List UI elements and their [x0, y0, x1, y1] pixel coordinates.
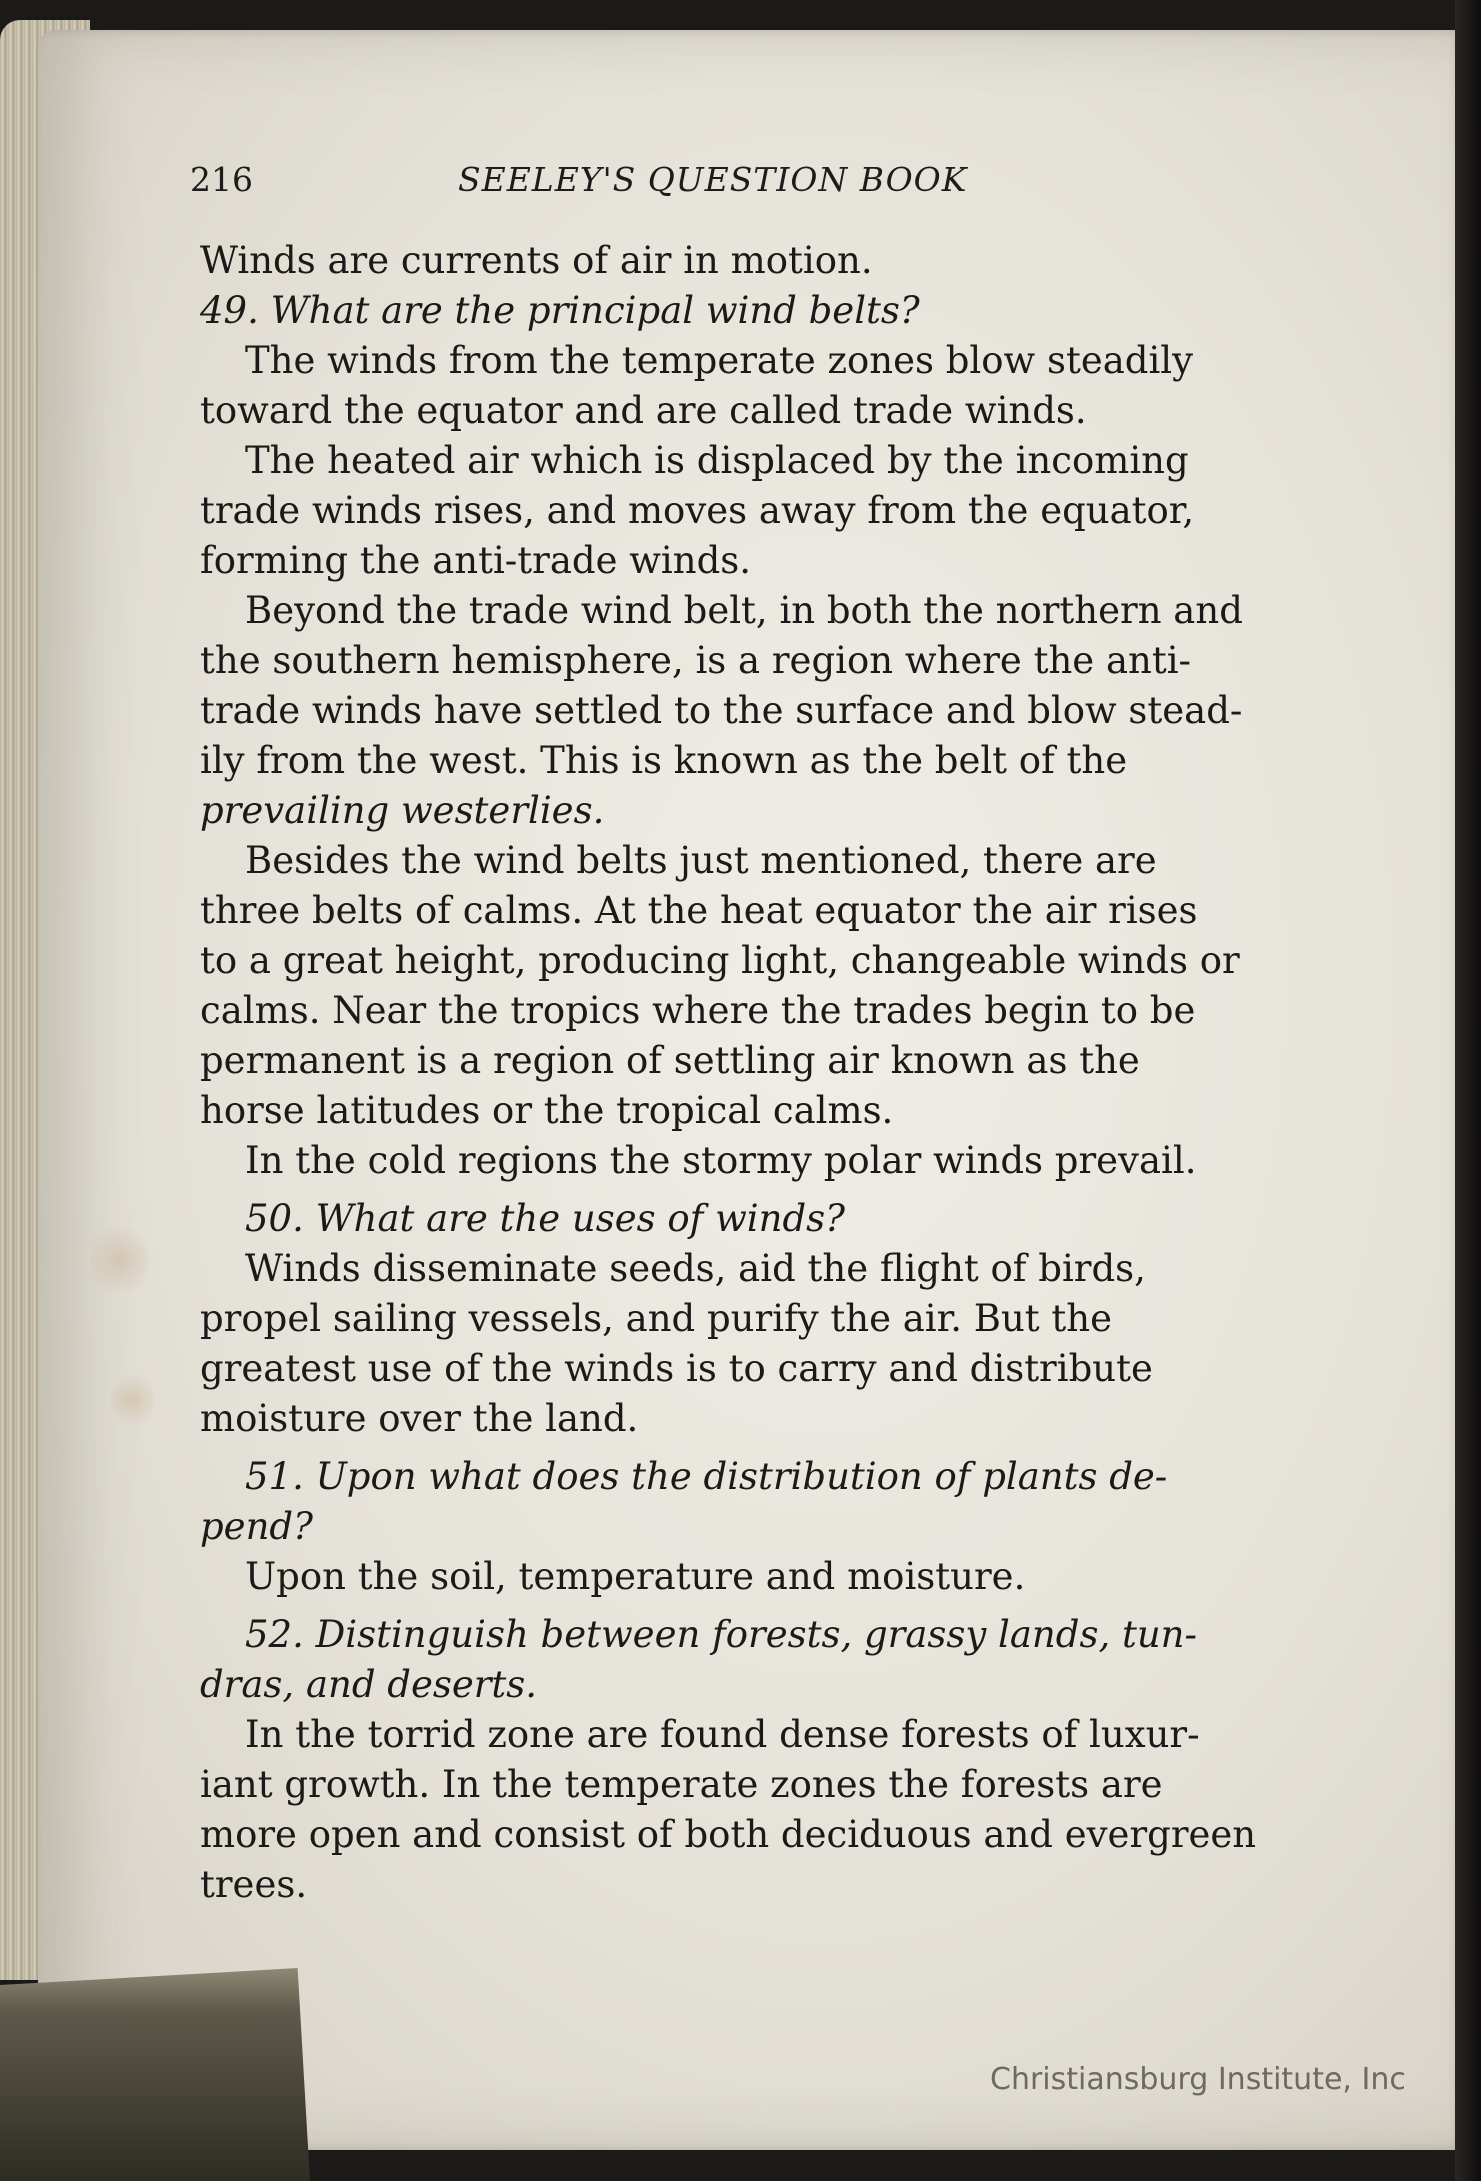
page-body [200, 236, 1330, 1910]
text-line: iant growth. In the temperate zones the forests are [200, 1763, 1163, 1806]
text-line: trees. [200, 1863, 308, 1906]
watermark: Christiansburg Institute, Inc [990, 2062, 1406, 2097]
text-line: propel sailing vessels, and purify the air. But the [200, 1297, 1113, 1340]
running-title: SEELEY'S QUESTION BOOK [458, 160, 968, 199]
foxing-spot [90, 1220, 150, 1300]
text-line: forming the anti-trade winds. [200, 539, 752, 582]
question-line: 50. What are the uses of winds? [245, 1197, 845, 1240]
question-line: pend? [200, 1505, 313, 1548]
text-line: The winds from the temperate zones blow steadily [245, 339, 1194, 382]
text-line: permanent is a region of settling air known as the [200, 1039, 1140, 1082]
text-line: calms. Near the tropics where the trades begin to be [200, 989, 1196, 1032]
text-line: In the cold regions the stormy polar winds prevail. [245, 1139, 1197, 1182]
text-line: Beyond the trade wind belt, in both the northern and [245, 589, 1243, 632]
page-header [0, 160, 1481, 200]
text-line: The heated air which is displaced by the incoming [245, 439, 1189, 482]
foreground-block [0, 1968, 310, 2181]
text-line: ily from the west. This is known as the belt of the [200, 739, 1128, 782]
text-line: Upon the soil, temperature and moisture. [245, 1555, 1026, 1598]
foxing-spot [110, 1370, 155, 1430]
text-line: Winds disseminate seeds, aid the flight of birds, [245, 1247, 1146, 1290]
text-line: greatest use of the winds is to carry and distribute [200, 1347, 1153, 1390]
text-line: more open and consist of both deciduous and evergreen [200, 1813, 1257, 1856]
text-line: Winds are currents of air in motion. [200, 239, 873, 282]
page-number: 216 [190, 160, 253, 199]
text-line: trade winds rises, and moves away from the equator, [200, 489, 1195, 532]
text-line: three belts of calms. At the heat equator the air rises [200, 889, 1198, 932]
text-line: moisture over the land. [200, 1397, 639, 1440]
question-line: 49. What are the principal wind belts? [200, 289, 920, 332]
text-line: the southern hemisphere, is a region where the anti- [200, 639, 1192, 682]
text-line: Besides the wind belts just mentioned, there are [245, 839, 1157, 882]
question-line: dras, and deserts. [200, 1663, 538, 1706]
question-line: 51. Upon what does the distribution of plants de- [245, 1455, 1168, 1498]
text-line: to a great height, producing light, changeable winds or [200, 939, 1240, 982]
text-line: horse latitudes or the tropical calms. [200, 1089, 894, 1132]
question-line: 52. Distinguish between forests, grassy lands, tun- [245, 1613, 1197, 1656]
text-line: prevailing westerlies. [200, 789, 605, 832]
text-line: trade winds have settled to the surface and blow stead- [200, 689, 1243, 732]
text-line: toward the equator and are called trade winds. [200, 389, 1087, 432]
text-line: In the torrid zone are found dense forests of luxur- [245, 1713, 1200, 1756]
page-right-shadow [1455, 0, 1481, 2181]
